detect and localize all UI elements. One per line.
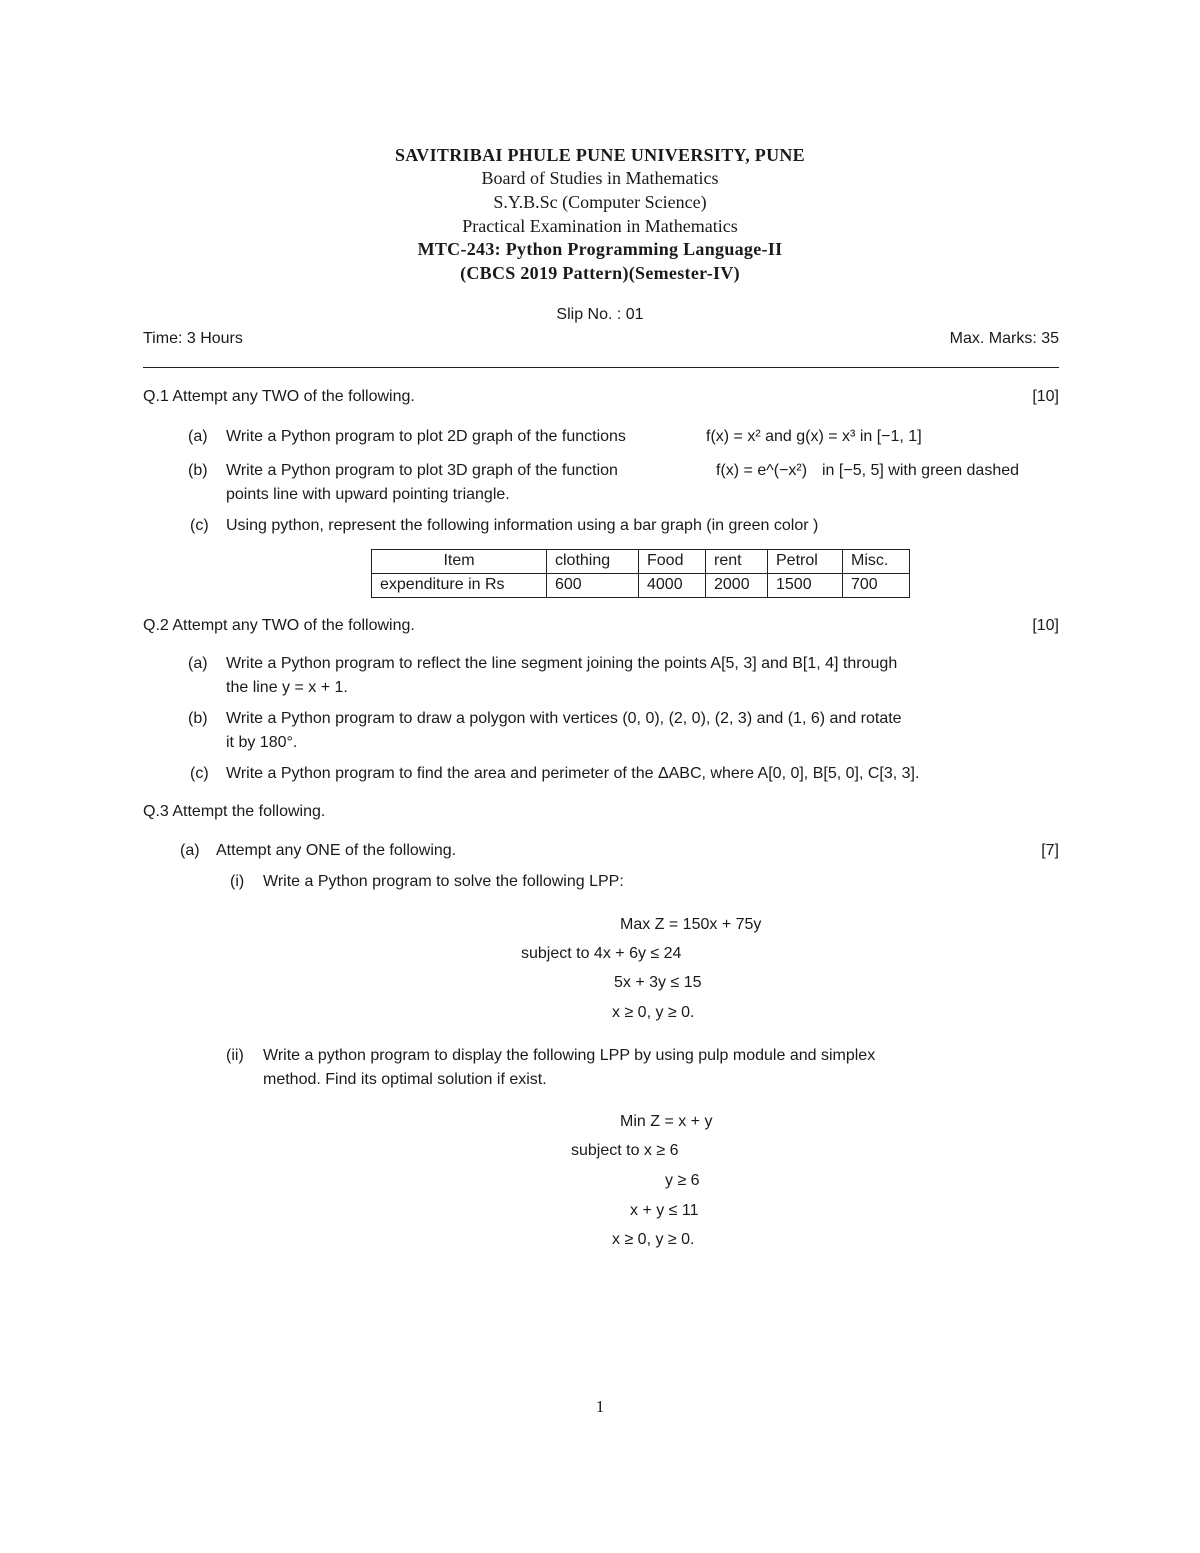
q3a-label: (a)	[180, 842, 200, 859]
table-cell: 2000	[706, 574, 768, 598]
q3-title: Q.3 Attempt the following.	[143, 803, 326, 820]
q1b-text3: points line with upward pointing triangle.	[226, 486, 510, 503]
q1a-text: Write a Python program to plot 2D graph of the functions	[226, 428, 626, 445]
lpp1-objective: Max Z = 150x + 75y	[620, 916, 762, 933]
q2c-text: Write a Python program to find the area and perimeter of the ΔABC, where A[0, 0], B[5, 0], C[3, 3].	[226, 765, 920, 782]
q2a-label: (a)	[188, 655, 208, 672]
q3ii-text: Write a python program to display the following LPP by using pulp module and simplex	[263, 1047, 876, 1064]
slip-number: Slip No. : 01	[556, 306, 644, 323]
q1a-label: (a)	[188, 428, 208, 445]
table-row	[372, 550, 910, 574]
q2-title: Q.2 Attempt any TWO of the following.	[143, 617, 415, 634]
q3a-marks: [7]	[1041, 842, 1059, 859]
table-cell: expenditure in Rs	[372, 574, 547, 598]
table-cell: rent	[706, 550, 768, 574]
q1b-text2: in [−5, 5] with green dashed	[822, 462, 1020, 479]
table-row	[372, 574, 910, 598]
pattern-title: (CBCS 2019 Pattern)(Semester-IV)	[460, 263, 740, 283]
q2b-label: (b)	[188, 710, 208, 727]
q3ii-text2: method. Find its optimal solution if exist.	[263, 1071, 547, 1088]
q2a-text2: the line y = x + 1.	[226, 679, 348, 696]
lpp2-constraint: x ≥ 0, y ≥ 0.	[612, 1231, 695, 1248]
university-title: SAVITRIBAI PHULE PUNE UNIVERSITY, PUNE	[395, 145, 805, 165]
lpp2-constraint: y ≥ 6	[665, 1172, 700, 1189]
q3a-text: Attempt any ONE of the following.	[216, 842, 457, 859]
table-cell: clothing	[547, 550, 639, 574]
q1b-text: Write a Python program to plot 3D graph of the function	[226, 462, 618, 479]
q1b-label: (b)	[188, 462, 208, 479]
q1-marks: [10]	[1032, 388, 1059, 405]
q1c-text: Using python, represent the following information using a bar graph (in green color )	[226, 517, 819, 534]
q3ii-label: (ii)	[226, 1047, 244, 1064]
table-cell: Food	[639, 550, 706, 574]
q3i-label: (i)	[230, 873, 245, 890]
table-cell: 4000	[639, 574, 706, 598]
lpp2-objective: Min Z = x + y	[620, 1113, 713, 1130]
table-cell: Petrol	[768, 550, 843, 574]
q2c-label: (c)	[190, 765, 209, 782]
expenditure-table	[371, 549, 910, 598]
board-title: Board of Studies in Mathematics	[481, 168, 719, 188]
max-marks-label: Max. Marks: 35	[949, 330, 1059, 347]
q2-marks: [10]	[1032, 617, 1059, 634]
table-cell: 1500	[768, 574, 843, 598]
q1b-math: f(x) = e^(−x²)	[716, 462, 808, 479]
course-title: S.Y.B.Sc (Computer Science)	[493, 192, 707, 212]
q2a-text: Write a Python program to reflect the line segment joining the points A[5, 3] and B[1, 4] through	[226, 655, 898, 672]
q2b-text2: it by 180°.	[226, 734, 298, 751]
q1a-math: f(x) = x² and g(x) = x³ in [−1, 1]	[706, 428, 922, 445]
exam-title: Practical Examination in Mathematics	[462, 216, 738, 236]
table-cell: 700	[843, 574, 910, 598]
lpp2-constraint: x + y ≤ 11	[630, 1202, 699, 1219]
q2b-text: Write a Python program to draw a polygon with vertices (0, 0), (2, 0), (2, 3) and (1, 6) and rotate	[226, 710, 902, 727]
q3i-text: Write a Python program to solve the following LPP:	[263, 873, 624, 890]
subject-title: MTC-243: Python Programming Language-II	[417, 239, 783, 259]
lpp1-constraint: x ≥ 0, y ≥ 0.	[612, 1004, 695, 1021]
table-cell: Misc.	[843, 550, 910, 574]
page-number: 1	[595, 1397, 605, 1416]
lpp2-constraint: subject to x ≥ 6	[571, 1142, 679, 1159]
header-rule	[143, 367, 1059, 368]
q1c-label: (c)	[190, 517, 209, 534]
lpp1-constraint: 5x + 3y ≤ 15	[614, 974, 702, 991]
table-cell: Item	[372, 550, 547, 574]
lpp1-constraint: subject to 4x + 6y ≤ 24	[521, 945, 682, 962]
q1-title: Q.1 Attempt any TWO of the following.	[143, 388, 415, 405]
time-label: Time: 3 Hours	[143, 330, 243, 347]
table-cell: 600	[547, 574, 639, 598]
